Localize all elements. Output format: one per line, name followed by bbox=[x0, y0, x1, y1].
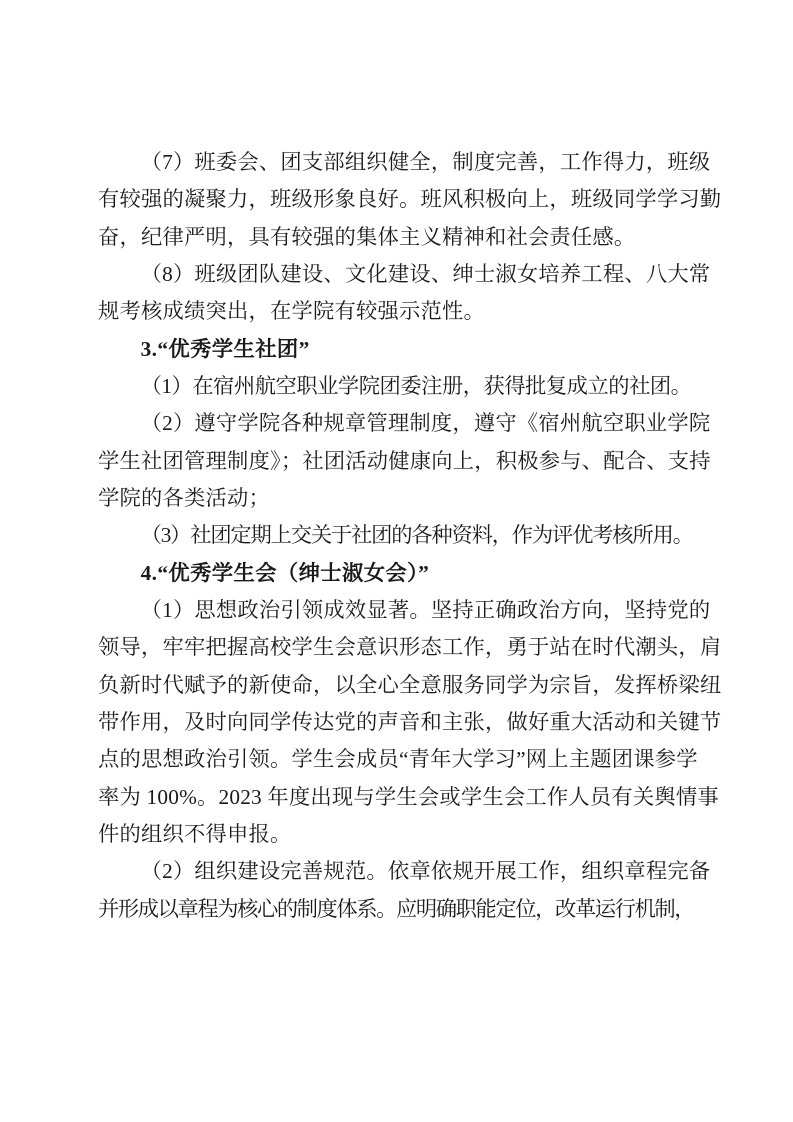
paragraph-line: 奋，纪律严明，具有较强的集体主义精神和社会责任感。 bbox=[98, 224, 636, 249]
paragraph-line: 学院的各类活动； bbox=[98, 485, 270, 510]
paragraph-line: （3）社团定期上交关于社团的各种资料，作为评优考核所用。 bbox=[140, 523, 693, 548]
paragraph-line: 点的思想政治引领。学生会成员“青年大学习”网上主题团课参学 bbox=[98, 747, 698, 772]
paragraph-line: 规考核成绩突出，在学院有较强示范性。 bbox=[98, 299, 485, 324]
paragraph-line: 率为 100%。2023 年度出现与学生会或学生会工作人员有关舆情事 bbox=[98, 784, 719, 809]
paragraph-line: 并形成以章程为核心的制度体系。应明确职能定位，改革运行机制， bbox=[98, 896, 694, 921]
paragraph-line: 领导，牢牢把握高校学生会意识形态工作，勇于站在时代潮头，肩 bbox=[98, 635, 722, 660]
paragraph-line: （8）班级团队建设、文化建设、绅士淑女培养工程、八大常 bbox=[140, 261, 711, 286]
paragraph-line: （2）组织建设完善规范。依章依规开展工作，组织章程完备 bbox=[140, 859, 711, 884]
paragraph-line: 带作用，及时向同学传达党的声音和主张，做好重大活动和关键节 bbox=[98, 709, 722, 734]
paragraph-line: 有较强的凝聚力，班级形象良好。班风积极向上，班级同学学习勤 bbox=[98, 187, 722, 212]
paragraph-line: （7）班委会、团支部组织健全，制度完善，工作得力，班级 bbox=[140, 150, 711, 174]
section-heading: 4.“优秀学生会（绅士淑女会）” bbox=[140, 560, 430, 585]
paragraph-line: （1）在宿州航空职业学院团委注册，获得批复成立的社团。 bbox=[140, 373, 692, 398]
paragraph-line: 学生社团管理制度》；社团活动健康向上，积极参与、配合、支持 bbox=[98, 448, 711, 473]
paragraph-line: 件的组织不得申报。 bbox=[98, 821, 292, 846]
paragraph-line: （2）遵守学院各种规章管理制度，遵守《宿州航空职业学院 bbox=[140, 411, 711, 436]
paragraph-line: 负新时代赋予的新使命，以全心全意服务同学为宗旨，发挥桥梁纽 bbox=[98, 672, 722, 697]
section-heading: 3.“优秀学生社团” bbox=[140, 336, 310, 361]
paragraph-line: （1）思想政治引领成效显著。坚持正确政治方向，坚持党的 bbox=[140, 597, 711, 622]
